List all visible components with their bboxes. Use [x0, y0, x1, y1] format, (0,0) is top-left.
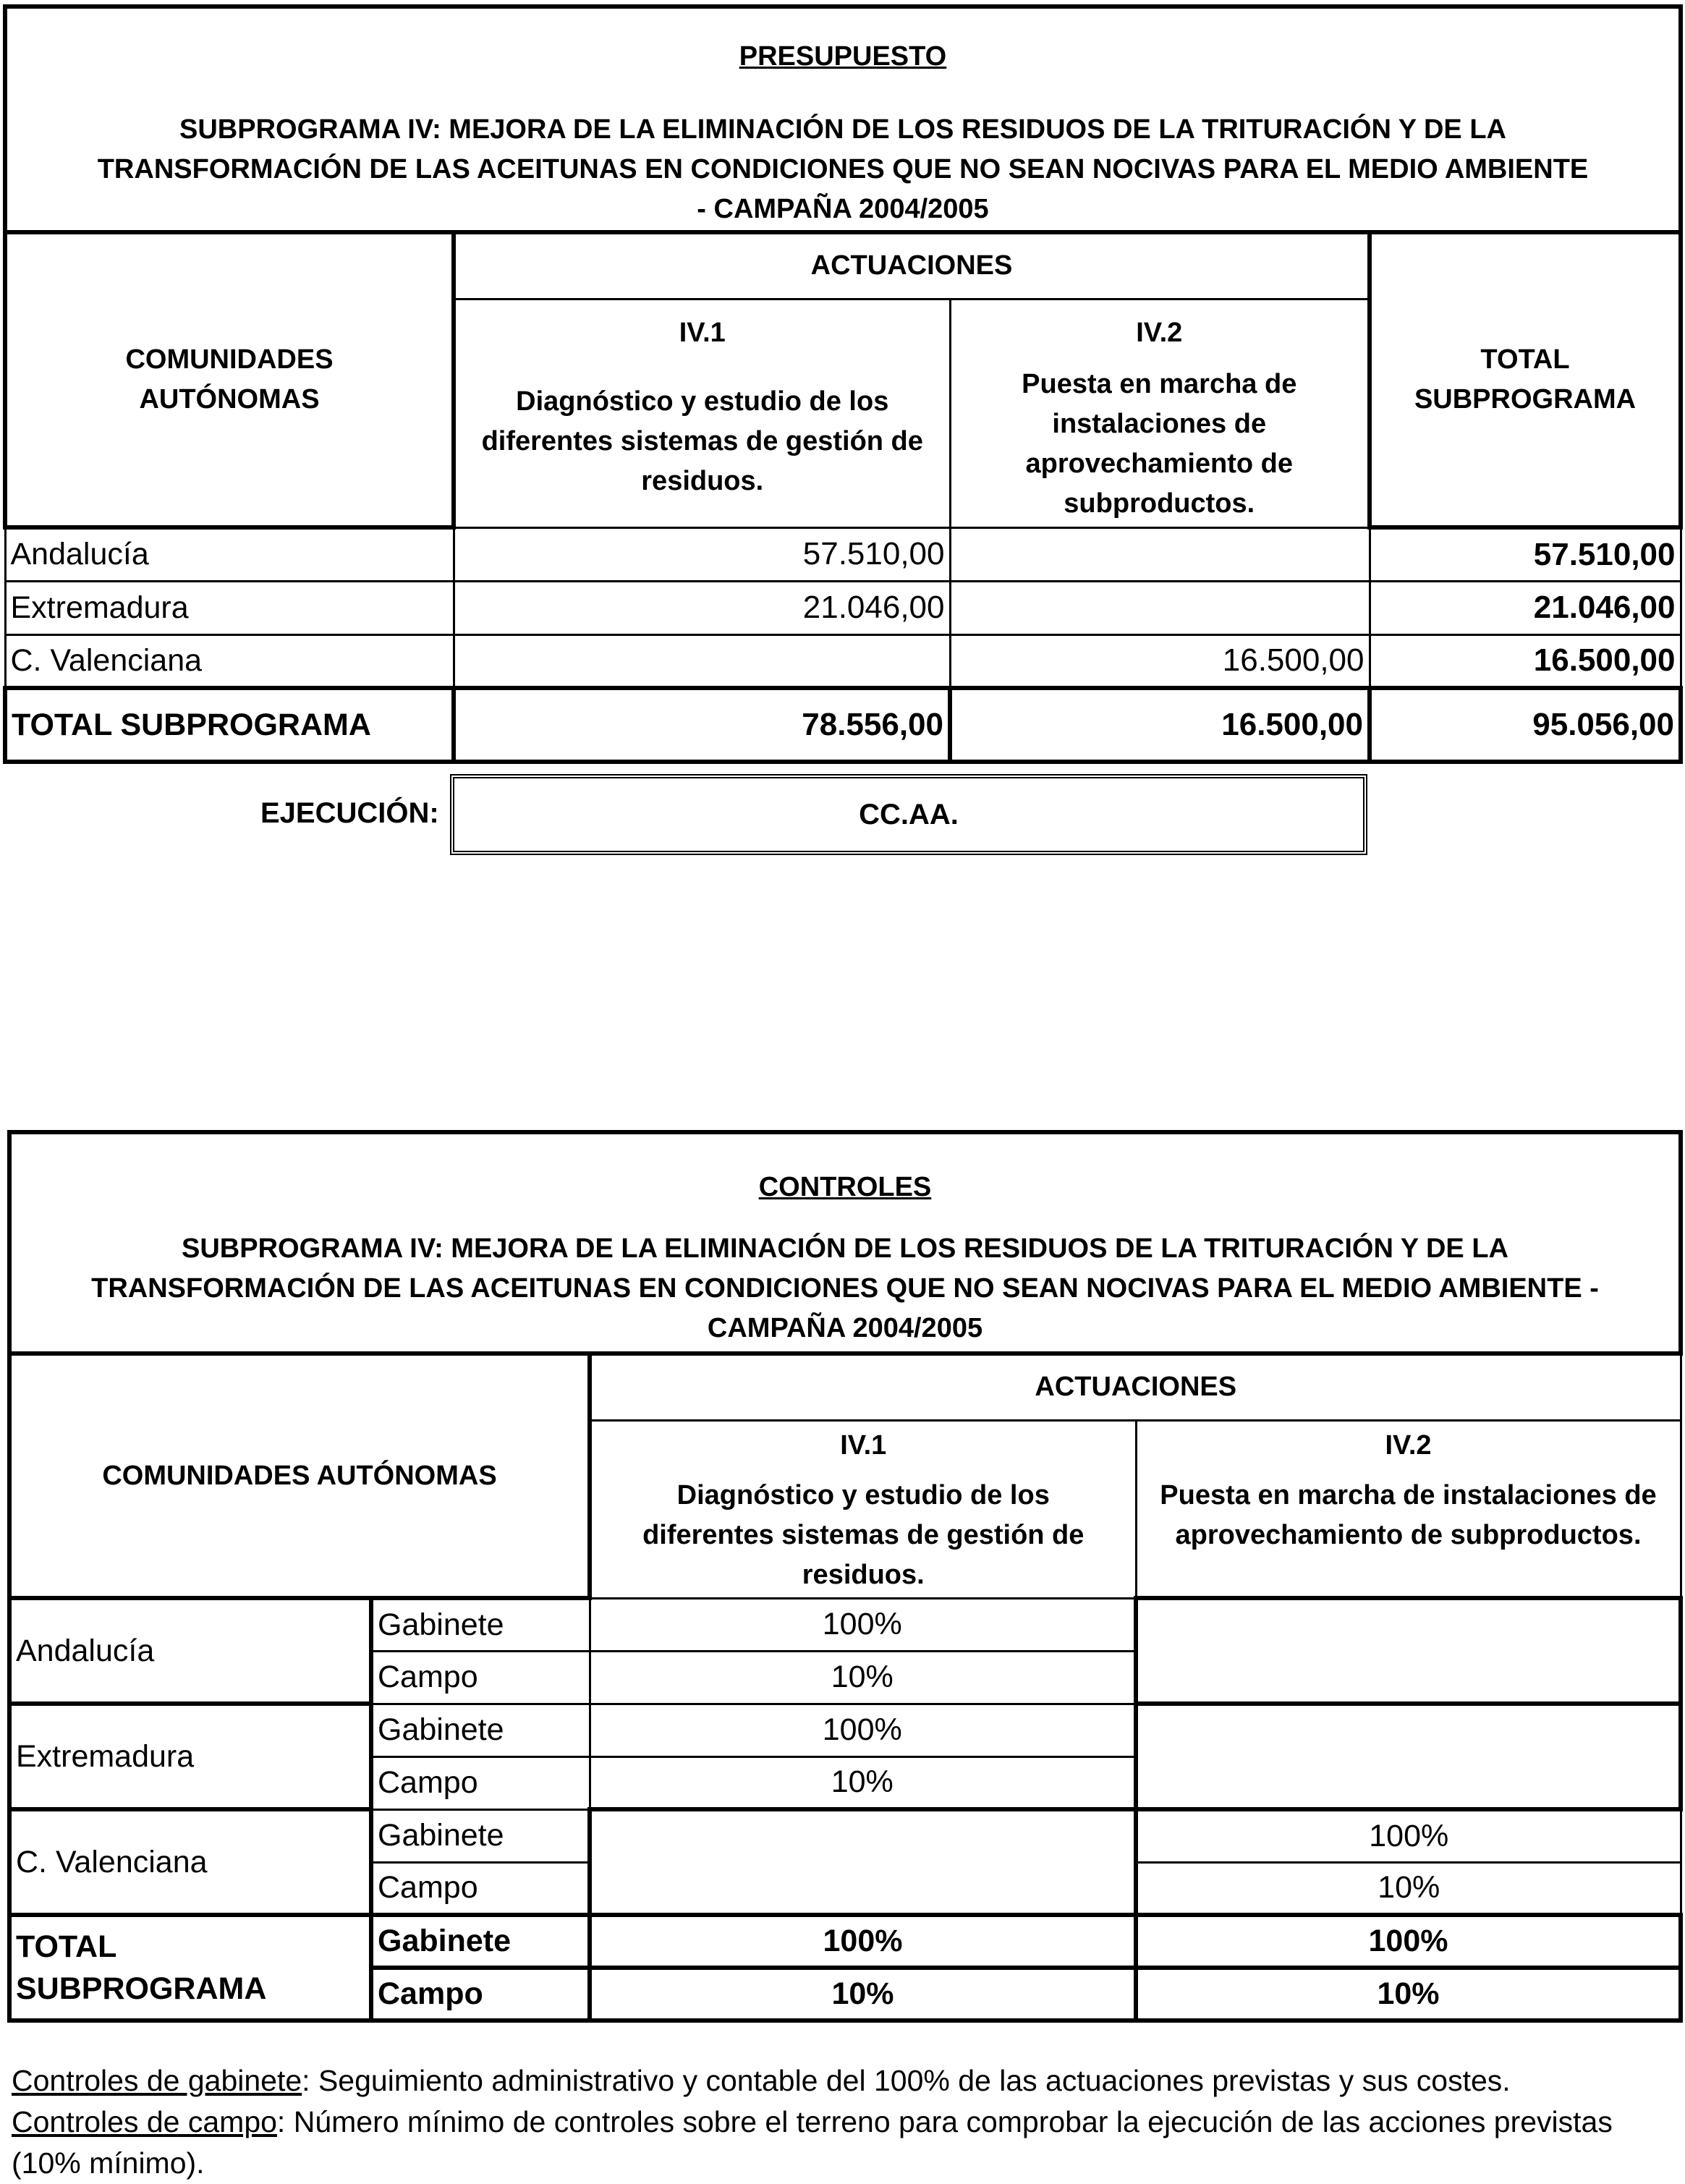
- budget-total-value: 16.500,00: [1370, 634, 1681, 688]
- budget-region: Andalucía: [5, 527, 454, 581]
- controls-type-gabinete: Gabinete: [371, 1809, 590, 1862]
- budget-total-value: 21.046,00: [1370, 581, 1681, 634]
- controls-region: C. Valenciana: [9, 1809, 371, 1915]
- note-campo-text: : Número mínimo de controles sobre el terreno para comprobar la ejecución de las acciones previstas (10% mínimo).: [12, 2105, 1613, 2180]
- budget-subtitle-line3: - CAMPAÑA 2004/2005: [697, 194, 989, 224]
- controls-title-cell: [9, 1132, 1681, 1354]
- table-row: [9, 1704, 1681, 1756]
- controls-iv2-gab: 100%: [1136, 1809, 1681, 1862]
- budget-col-region: COMUNIDADES AUTÓNOMAS: [5, 232, 454, 527]
- controls-iv1-gab: 100%: [590, 1704, 1136, 1756]
- controls-iv1-campo: 10%: [590, 1756, 1136, 1809]
- budget-iv1-value: [454, 634, 950, 688]
- controls-region: Extremadura: [9, 1704, 371, 1809]
- controls-subtitle-line1: SUBPROGRAMA IV: MEJORA DE LA ELIMINACIÓN DE LOS RESIDUOS DE LA TRITURACIÓN Y DE LA: [182, 1233, 1508, 1264]
- budget-iv1-value: 21.046,00: [454, 581, 950, 634]
- controls-total-label: [9, 1915, 371, 2021]
- table-row: [5, 581, 1681, 634]
- table-row: [9, 1598, 1681, 1651]
- note-campo-term: Controles de campo: [12, 2105, 277, 2138]
- controls-table: [7, 1130, 1683, 2023]
- controls-total-label-line1: TOTAL: [16, 1929, 117, 1964]
- budget-total-value: 57.510,00: [1370, 527, 1681, 581]
- controls-total-row: [9, 1915, 1681, 1968]
- budget-subtitle-line2: TRANSFORMACIÓN DE LAS ACEITUNAS EN CONDICIONES QUE NO SEAN NOCIVAS PARA EL MEDIO AMBIENTE: [97, 154, 1589, 184]
- controls-type-campo: Campo: [371, 1756, 590, 1809]
- budget-col-iv2: [950, 299, 1370, 527]
- controls-total-type-gabinete: Gabinete: [371, 1915, 590, 1968]
- note-gabinete-text: : Seguimiento administrativo y contable del 100% de las actuaciones previstas y sus costes.: [302, 2064, 1511, 2097]
- execution-box: [450, 774, 1367, 855]
- budget-iv2-value: [950, 527, 1370, 581]
- budget-col-actions: ACTUACIONES: [454, 232, 1370, 299]
- table-row: [9, 1809, 1681, 1862]
- controls-col-actions: ACTUACIONES: [590, 1354, 1681, 1420]
- budget-total-label: TOTAL SUBPROGRAMA: [5, 688, 454, 762]
- budget-heading: PRESUPUESTO: [739, 41, 947, 72]
- controls-iv2-campo: 10%: [1136, 1862, 1681, 1915]
- execution-label: EJECUCIÓN:: [260, 797, 439, 829]
- controls-type-gabinete: Gabinete: [371, 1704, 590, 1756]
- controls-type-campo: Campo: [371, 1651, 590, 1704]
- budget-col-iv1: [454, 299, 950, 527]
- controls-col-iv1: [590, 1420, 1136, 1598]
- controls-iv2-cell: [1136, 1704, 1681, 1809]
- controls-iv2-code: IV.2: [1385, 1429, 1432, 1461]
- budget-table: [3, 4, 1683, 764]
- controls-iv1-campo: 10%: [590, 1651, 1136, 1704]
- note-gabinete-term: Controles de gabinete: [12, 2064, 302, 2097]
- controls-col-region: COMUNIDADES AUTÓNOMAS: [9, 1354, 590, 1598]
- controls-iv2-cell: [1136, 1598, 1681, 1704]
- controls-subtitle-line3: CAMPAÑA 2004/2005: [707, 1313, 983, 1343]
- budget-iv1-code: IV.1: [679, 317, 726, 348]
- note-campo: [12, 2102, 1676, 2184]
- budget-col-total: TOTAL SUBPROGRAMA: [1370, 232, 1681, 527]
- budget-total-iv1: 78.556,00: [454, 688, 950, 762]
- table-row: [5, 634, 1681, 688]
- controls-total-iv2-gab: 100%: [1136, 1915, 1681, 1968]
- execution-value: CC.AA.: [859, 798, 959, 830]
- controls-total-iv2-campo: 10%: [1136, 1968, 1681, 2021]
- budget-title-cell: [5, 7, 1681, 232]
- controls-total-iv1-campo: 10%: [590, 1968, 1136, 2021]
- controls-iv1-gab: 100%: [590, 1598, 1136, 1651]
- footnotes: [12, 2060, 1676, 2184]
- controls-total-label-line2: SUBPROGRAMA: [16, 1971, 267, 2006]
- controls-iv1-code: IV.1: [840, 1429, 887, 1461]
- controls-type-gabinete: Gabinete: [371, 1598, 590, 1651]
- controls-iv1-cell: [590, 1809, 1136, 1915]
- budget-iv2-value: 16.500,00: [950, 634, 1370, 688]
- controls-iv1-desc: Diagnóstico y estudio de los diferentes sistemas de gestión de residuos.: [642, 1479, 1085, 1590]
- controls-heading: CONTROLES: [758, 1172, 932, 1202]
- controls-subtitle-line2: TRANSFORMACIÓN DE LAS ACEITUNAS EN CONDICIONES QUE NO SEAN NOCIVAS PARA EL MEDIO AMBIENTE -: [91, 1273, 1599, 1304]
- budget-iv2-code: IV.2: [1136, 317, 1183, 348]
- controls-region: Andalucía: [9, 1598, 371, 1704]
- budget-iv2-desc: Puesta en marcha de instalaciones de aprovechamiento de subproductos.: [1022, 368, 1297, 519]
- controls-total-iv1-gab: 100%: [590, 1915, 1136, 1968]
- controls-iv2-desc: Puesta en marcha de instalaciones de aprovechamiento de subproductos.: [1160, 1479, 1657, 1550]
- budget-iv2-value: [950, 581, 1370, 634]
- budget-subtitle-line1: SUBPROGRAMA IV: MEJORA DE LA ELIMINACIÓN DE LOS RESIDUOS DE LA TRITURACIÓN Y DE LA: [179, 114, 1506, 145]
- budget-total-row: [5, 688, 1681, 762]
- note-gabinete: [12, 2060, 1676, 2102]
- budget-region: Extremadura: [5, 581, 454, 634]
- table-row: [5, 527, 1681, 581]
- budget-total-iv2: 16.500,00: [950, 688, 1370, 762]
- budget-total-total: 95.056,00: [1370, 688, 1681, 762]
- budget-iv1-value: 57.510,00: [454, 527, 950, 581]
- controls-total-type-campo: Campo: [371, 1968, 590, 2021]
- controls-col-iv2: [1136, 1420, 1681, 1598]
- budget-region: C. Valenciana: [5, 634, 454, 688]
- controls-type-campo: Campo: [371, 1862, 590, 1915]
- budget-iv1-desc: Diagnóstico y estudio de los diferentes sistemas de gestión de residuos.: [481, 386, 923, 496]
